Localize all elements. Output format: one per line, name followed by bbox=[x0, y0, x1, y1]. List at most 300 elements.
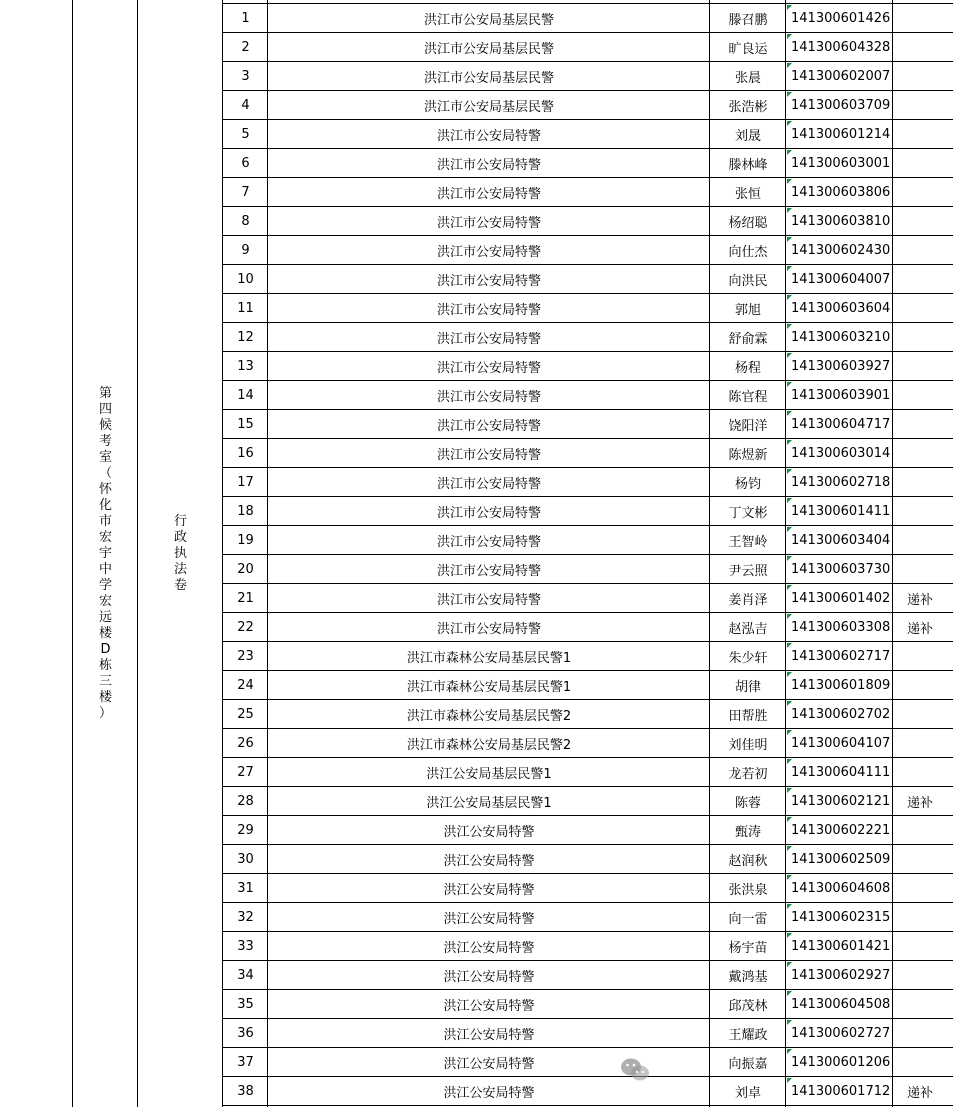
row-number: 6 bbox=[241, 156, 250, 171]
candidate-name: 刘佳明 bbox=[728, 738, 768, 753]
text-format-marker bbox=[787, 63, 792, 68]
text-format-marker bbox=[787, 498, 792, 503]
row-divider bbox=[223, 438, 953, 439]
post-name: 洪江公安局特警 bbox=[443, 970, 535, 985]
row-number: 12 bbox=[237, 330, 254, 345]
remark bbox=[893, 961, 953, 990]
candidate-name: 向一雷 bbox=[728, 912, 768, 927]
row-number: 17 bbox=[237, 475, 254, 490]
candidate-name: 饶阳洋 bbox=[728, 419, 768, 434]
table-row bbox=[0, 149, 953, 178]
admission-number: 141300601712 bbox=[791, 1084, 891, 1099]
table-row bbox=[0, 758, 953, 787]
post-name: 洪江市公安局特警 bbox=[436, 390, 541, 405]
candidate-name: 胡律 bbox=[734, 680, 761, 695]
row-number: 37 bbox=[237, 1055, 254, 1070]
row-number: 22 bbox=[237, 620, 254, 635]
exam-type-text: 行 政 执 法 卷 bbox=[173, 513, 187, 593]
row-number: 7 bbox=[241, 185, 250, 200]
candidate-name: 滕林峰 bbox=[728, 158, 768, 173]
remark bbox=[893, 4, 953, 33]
row-number: 14 bbox=[237, 388, 254, 403]
remark bbox=[893, 207, 953, 236]
table-row bbox=[0, 700, 953, 729]
row-number: 20 bbox=[237, 562, 254, 577]
row-divider bbox=[223, 322, 953, 323]
table-row bbox=[0, 874, 953, 903]
remark bbox=[893, 236, 953, 265]
text-format-marker bbox=[787, 1020, 792, 1025]
admission-number: 141300602430 bbox=[791, 243, 891, 258]
text-format-marker bbox=[787, 440, 792, 445]
candidate-name: 朱少轩 bbox=[728, 651, 768, 666]
remark bbox=[893, 91, 953, 120]
post-name: 洪江市公安局特警 bbox=[436, 593, 541, 608]
text-format-marker bbox=[787, 92, 792, 97]
admission-number: 141300601426 bbox=[791, 11, 891, 26]
post-name: 洪江市森林公安局基层民警1 bbox=[406, 651, 572, 666]
row-divider bbox=[223, 206, 953, 207]
admission-number: 141300601421 bbox=[791, 939, 891, 954]
admission-number: 141300602727 bbox=[791, 1026, 891, 1041]
remark bbox=[893, 178, 953, 207]
post-name: 洪江市公安局特警 bbox=[436, 506, 541, 521]
table-row bbox=[0, 4, 953, 33]
candidate-name: 王智岭 bbox=[728, 535, 768, 550]
text-format-marker bbox=[787, 469, 792, 474]
row-divider bbox=[223, 728, 953, 729]
table-row bbox=[0, 439, 953, 468]
row-divider bbox=[223, 264, 953, 265]
table-row bbox=[0, 613, 953, 642]
post-name: 洪江市公安局特警 bbox=[436, 564, 541, 579]
post-name: 洪江市公安局基层民警 bbox=[423, 71, 554, 86]
post-name: 洪江市公安局特警 bbox=[436, 129, 541, 144]
remark: 递补 bbox=[907, 796, 934, 811]
row-divider bbox=[223, 815, 953, 816]
wechat-icon bbox=[620, 1057, 650, 1083]
post-name: 洪江市森林公安局基层民警2 bbox=[406, 738, 572, 753]
row-number: 1 bbox=[241, 11, 250, 26]
row-number: 8 bbox=[241, 214, 250, 229]
post-name: 洪江市公安局特警 bbox=[436, 622, 541, 637]
remark bbox=[893, 439, 953, 468]
row-number: 34 bbox=[237, 968, 254, 983]
admission-number: 141300602718 bbox=[791, 475, 891, 490]
table-row bbox=[0, 642, 953, 671]
admission-number: 141300603014 bbox=[791, 446, 891, 461]
row-number: 28 bbox=[237, 794, 254, 809]
table-row bbox=[0, 178, 953, 207]
admission-number: 141300604717 bbox=[791, 417, 891, 432]
row-divider bbox=[223, 177, 953, 178]
text-format-marker bbox=[787, 382, 792, 387]
candidate-name: 赵润秋 bbox=[728, 854, 768, 869]
row-number: 31 bbox=[237, 881, 254, 896]
text-format-marker bbox=[787, 556, 792, 561]
remark bbox=[893, 671, 953, 700]
row-divider bbox=[223, 989, 953, 990]
admission-number: 141300603730 bbox=[791, 562, 891, 577]
remark: 递补 bbox=[907, 622, 934, 637]
row-divider bbox=[223, 960, 953, 961]
table-row bbox=[0, 1048, 953, 1077]
row-number: 5 bbox=[241, 127, 250, 142]
row-divider bbox=[223, 1018, 953, 1019]
row-number: 2 bbox=[241, 40, 250, 55]
table-row bbox=[0, 323, 953, 352]
row-number: 9 bbox=[241, 243, 250, 258]
remark bbox=[893, 381, 953, 410]
row-number: 30 bbox=[237, 852, 254, 867]
candidate-name: 舒俞霖 bbox=[728, 332, 768, 347]
row-number: 35 bbox=[237, 997, 254, 1012]
admission-number: 141300603709 bbox=[791, 98, 891, 113]
post-name: 洪江公安局基层民警1 bbox=[426, 767, 552, 782]
row-divider bbox=[223, 1105, 953, 1106]
row-divider bbox=[223, 786, 953, 787]
candidate-name: 杨程 bbox=[734, 361, 761, 376]
table-row bbox=[0, 1077, 953, 1106]
admission-number: 141300602315 bbox=[791, 910, 891, 925]
row-divider bbox=[223, 61, 953, 62]
remark bbox=[893, 1048, 953, 1077]
admission-number: 141300603927 bbox=[791, 359, 891, 374]
row-divider bbox=[223, 583, 953, 584]
table-row bbox=[0, 120, 953, 149]
table-row bbox=[0, 932, 953, 961]
row-number: 11 bbox=[237, 301, 254, 316]
post-name: 洪江市公安局特警 bbox=[436, 303, 541, 318]
table-row bbox=[0, 526, 953, 555]
row-divider bbox=[223, 931, 953, 932]
table-row bbox=[0, 381, 953, 410]
row-number: 24 bbox=[237, 678, 254, 693]
candidate-name: 向仕杰 bbox=[728, 245, 768, 260]
remark bbox=[893, 62, 953, 91]
post-name: 洪江市公安局特警 bbox=[436, 187, 541, 202]
candidate-name: 向洪民 bbox=[728, 274, 768, 289]
admission-number: 141300603901 bbox=[791, 388, 891, 403]
row-divider bbox=[223, 3, 953, 4]
remark bbox=[893, 845, 953, 874]
admission-number: 141300601402 bbox=[791, 591, 891, 606]
table-row bbox=[0, 961, 953, 990]
row-divider bbox=[223, 844, 953, 845]
text-format-marker bbox=[787, 1049, 792, 1054]
remark bbox=[893, 555, 953, 584]
remark bbox=[893, 294, 953, 323]
post-name: 洪江公安局特警 bbox=[443, 1086, 535, 1101]
row-divider bbox=[223, 873, 953, 874]
post-name: 洪江公安局特警 bbox=[443, 883, 535, 898]
text-format-marker bbox=[787, 904, 792, 909]
post-name: 洪江公安局特警 bbox=[443, 999, 535, 1014]
remark bbox=[893, 497, 953, 526]
text-format-marker bbox=[787, 179, 792, 184]
post-name: 洪江市公安局特警 bbox=[436, 448, 541, 463]
row-divider bbox=[223, 351, 953, 352]
text-format-marker bbox=[787, 237, 792, 242]
admission-number: 141300602717 bbox=[791, 649, 891, 664]
text-format-marker bbox=[787, 701, 792, 706]
admission-number: 141300603604 bbox=[791, 301, 891, 316]
row-number: 33 bbox=[237, 939, 254, 954]
post-name: 洪江市公安局特警 bbox=[436, 216, 541, 231]
text-format-marker bbox=[787, 5, 792, 10]
admission-number: 141300601214 bbox=[791, 127, 891, 142]
table-row bbox=[0, 729, 953, 758]
text-format-marker bbox=[787, 411, 792, 416]
table-row bbox=[0, 584, 953, 613]
row-number: 32 bbox=[237, 910, 254, 925]
text-format-marker bbox=[787, 527, 792, 532]
row-divider bbox=[223, 699, 953, 700]
candidate-name: 杨绍聪 bbox=[728, 216, 768, 231]
post-name: 洪江市森林公安局基层民警2 bbox=[406, 709, 572, 724]
text-format-marker bbox=[787, 150, 792, 155]
row-divider bbox=[223, 409, 953, 410]
remark bbox=[893, 816, 953, 845]
post-name: 洪江公安局特警 bbox=[443, 912, 535, 927]
remark bbox=[893, 729, 953, 758]
text-format-marker bbox=[787, 614, 792, 619]
row-divider bbox=[223, 525, 953, 526]
text-format-marker bbox=[787, 208, 792, 213]
remark bbox=[893, 903, 953, 932]
text-format-marker bbox=[787, 121, 792, 126]
admission-number: 141300604007 bbox=[791, 272, 891, 287]
remark bbox=[893, 990, 953, 1019]
candidate-name: 张晨 bbox=[734, 71, 761, 86]
post-name: 洪江市公安局特警 bbox=[436, 332, 541, 347]
remark bbox=[893, 1019, 953, 1048]
room-text: 第 四 候 考 室 （ 怀 化 市 宏 宇 中 学 宏 远 楼 D 栋 三 楼 ） bbox=[98, 385, 112, 721]
remark bbox=[893, 642, 953, 671]
candidate-name: 田帮胜 bbox=[728, 709, 768, 724]
row-number: 15 bbox=[237, 417, 254, 432]
row-divider bbox=[223, 467, 953, 468]
admission-number: 141300602927 bbox=[791, 968, 891, 983]
table-row bbox=[0, 207, 953, 236]
post-name: 洪江市公安局特警 bbox=[436, 361, 541, 376]
row-number: 29 bbox=[237, 823, 254, 838]
admission-number: 141300604608 bbox=[791, 881, 891, 896]
admission-number: 141300603810 bbox=[791, 214, 891, 229]
row-number: 26 bbox=[237, 736, 254, 751]
table-row bbox=[0, 816, 953, 845]
candidate-name: 甄涛 bbox=[734, 825, 761, 840]
admission-number: 141300601411 bbox=[791, 504, 891, 519]
admission-number: 141300603404 bbox=[791, 533, 891, 548]
row-divider bbox=[223, 1047, 953, 1048]
candidate-name: 王耀政 bbox=[728, 1028, 768, 1043]
candidate-name: 陈煜新 bbox=[728, 448, 768, 463]
row-number: 27 bbox=[237, 765, 254, 780]
row-divider bbox=[223, 380, 953, 381]
table-row bbox=[0, 468, 953, 497]
admission-number: 141300602007 bbox=[791, 69, 891, 84]
table-row bbox=[0, 236, 953, 265]
admission-number: 141300603308 bbox=[791, 620, 891, 635]
table-row bbox=[0, 845, 953, 874]
row-divider bbox=[223, 496, 953, 497]
text-format-marker bbox=[787, 817, 792, 822]
admission-number: 141300602221 bbox=[791, 823, 891, 838]
post-name: 洪江市公安局特警 bbox=[436, 274, 541, 289]
remark: 递补 bbox=[907, 593, 934, 608]
candidate-name: 刘晟 bbox=[734, 129, 761, 144]
post-name: 洪江市公安局特警 bbox=[436, 419, 541, 434]
remark bbox=[893, 410, 953, 439]
row-number: 19 bbox=[237, 533, 254, 548]
watermark bbox=[620, 1052, 656, 1088]
candidate-name: 尹云照 bbox=[728, 564, 768, 579]
text-format-marker bbox=[787, 991, 792, 996]
table-row bbox=[0, 671, 953, 700]
post-name: 洪江市公安局特警 bbox=[436, 158, 541, 173]
text-format-marker bbox=[787, 324, 792, 329]
row-divider bbox=[223, 32, 953, 33]
text-format-marker bbox=[787, 730, 792, 735]
candidate-name: 旷良运 bbox=[728, 42, 768, 57]
text-format-marker bbox=[787, 34, 792, 39]
table-row bbox=[0, 33, 953, 62]
text-format-marker bbox=[787, 585, 792, 590]
row-number: 4 bbox=[241, 98, 250, 113]
row-divider bbox=[223, 235, 953, 236]
post-name: 洪江市森林公安局基层民警1 bbox=[406, 680, 572, 695]
remark bbox=[893, 265, 953, 294]
admission-number: 141300603806 bbox=[791, 185, 891, 200]
candidate-name: 张恒 bbox=[734, 187, 761, 202]
admission-number: 141300601809 bbox=[791, 678, 891, 693]
candidate-name: 张洪泉 bbox=[728, 883, 768, 898]
row-number: 23 bbox=[237, 649, 254, 664]
admission-number: 141300604111 bbox=[791, 765, 891, 780]
candidate-name: 戴鸿基 bbox=[728, 970, 768, 985]
column-divider bbox=[72, 0, 73, 1107]
row-divider bbox=[223, 612, 953, 613]
table-row bbox=[0, 294, 953, 323]
admission-number: 141300602121 bbox=[791, 794, 891, 809]
row-number: 25 bbox=[237, 707, 254, 722]
column-divider bbox=[137, 0, 138, 1107]
remark bbox=[893, 352, 953, 381]
candidate-name: 龙若初 bbox=[728, 767, 768, 782]
candidate-name: 陈蓉 bbox=[734, 796, 761, 811]
table-row bbox=[0, 555, 953, 584]
text-format-marker bbox=[787, 962, 792, 967]
remark bbox=[893, 323, 953, 352]
text-format-marker bbox=[787, 846, 792, 851]
row-number: 13 bbox=[237, 359, 254, 374]
table-row bbox=[0, 410, 953, 439]
remark bbox=[893, 526, 953, 555]
admission-number: 141300604328 bbox=[791, 40, 891, 55]
admission-number: 141300602702 bbox=[791, 707, 891, 722]
post-name: 洪江市公安局基层民警 bbox=[423, 100, 554, 115]
table-row bbox=[0, 1019, 953, 1048]
admission-number: 141300604508 bbox=[791, 997, 891, 1012]
row-divider bbox=[223, 293, 953, 294]
table-row bbox=[0, 990, 953, 1019]
remark: 递补 bbox=[907, 1086, 934, 1101]
row-divider bbox=[223, 148, 953, 149]
remark bbox=[893, 758, 953, 787]
text-format-marker bbox=[787, 672, 792, 677]
row-divider bbox=[223, 119, 953, 120]
row-divider bbox=[223, 902, 953, 903]
post-name: 洪江公安局特警 bbox=[443, 1028, 535, 1043]
candidate-name: 郭旭 bbox=[734, 303, 761, 318]
remark bbox=[893, 700, 953, 729]
remark bbox=[893, 468, 953, 497]
row-divider bbox=[223, 554, 953, 555]
post-name: 洪江市公安局特警 bbox=[436, 245, 541, 260]
post-name: 洪江公安局基层民警1 bbox=[426, 796, 552, 811]
admission-number: 141300602509 bbox=[791, 852, 891, 867]
text-format-marker bbox=[787, 353, 792, 358]
remark bbox=[893, 874, 953, 903]
table-row bbox=[0, 91, 953, 120]
row-divider bbox=[223, 641, 953, 642]
text-format-marker bbox=[787, 1078, 792, 1083]
row-divider bbox=[223, 757, 953, 758]
text-format-marker bbox=[787, 788, 792, 793]
text-format-marker bbox=[787, 266, 792, 271]
candidate-name: 杨钧 bbox=[734, 477, 761, 492]
remark bbox=[893, 149, 953, 178]
row-number: 36 bbox=[237, 1026, 254, 1041]
text-format-marker bbox=[787, 643, 792, 648]
table-row bbox=[0, 265, 953, 294]
table-row bbox=[0, 497, 953, 526]
admission-number: 141300604107 bbox=[791, 736, 891, 751]
row-number: 21 bbox=[237, 591, 254, 606]
candidate-name: 刘卓 bbox=[734, 1086, 761, 1101]
admission-number: 141300601206 bbox=[791, 1055, 891, 1070]
post-name: 洪江市公安局基层民警 bbox=[423, 13, 554, 28]
row-divider bbox=[223, 670, 953, 671]
row-number: 38 bbox=[237, 1084, 254, 1099]
post-name: 洪江公安局特警 bbox=[443, 1057, 535, 1072]
candidate-name: 丁文彬 bbox=[728, 506, 768, 521]
remark bbox=[893, 120, 953, 149]
candidate-name: 姜肖泽 bbox=[728, 593, 768, 608]
candidate-name: 杨宇苗 bbox=[728, 941, 768, 956]
candidate-name: 陈官程 bbox=[728, 390, 768, 405]
table-row bbox=[0, 787, 953, 816]
remark bbox=[893, 33, 953, 62]
admission-number: 141300603001 bbox=[791, 156, 891, 171]
row-divider bbox=[223, 1076, 953, 1077]
text-format-marker bbox=[787, 295, 792, 300]
table-row bbox=[0, 352, 953, 381]
text-format-marker bbox=[787, 933, 792, 938]
candidate-name: 滕召鹏 bbox=[728, 13, 768, 28]
table-row bbox=[0, 903, 953, 932]
candidate-name: 向振嘉 bbox=[728, 1057, 768, 1072]
post-name: 洪江市公安局特警 bbox=[436, 477, 541, 492]
candidate-name: 张浩彬 bbox=[728, 100, 768, 115]
row-number: 18 bbox=[237, 504, 254, 519]
candidate-name: 赵泓吉 bbox=[728, 622, 768, 637]
post-name: 洪江公安局特警 bbox=[443, 825, 535, 840]
row-number: 3 bbox=[241, 69, 250, 84]
row-number: 16 bbox=[237, 446, 254, 461]
table-row bbox=[0, 62, 953, 91]
